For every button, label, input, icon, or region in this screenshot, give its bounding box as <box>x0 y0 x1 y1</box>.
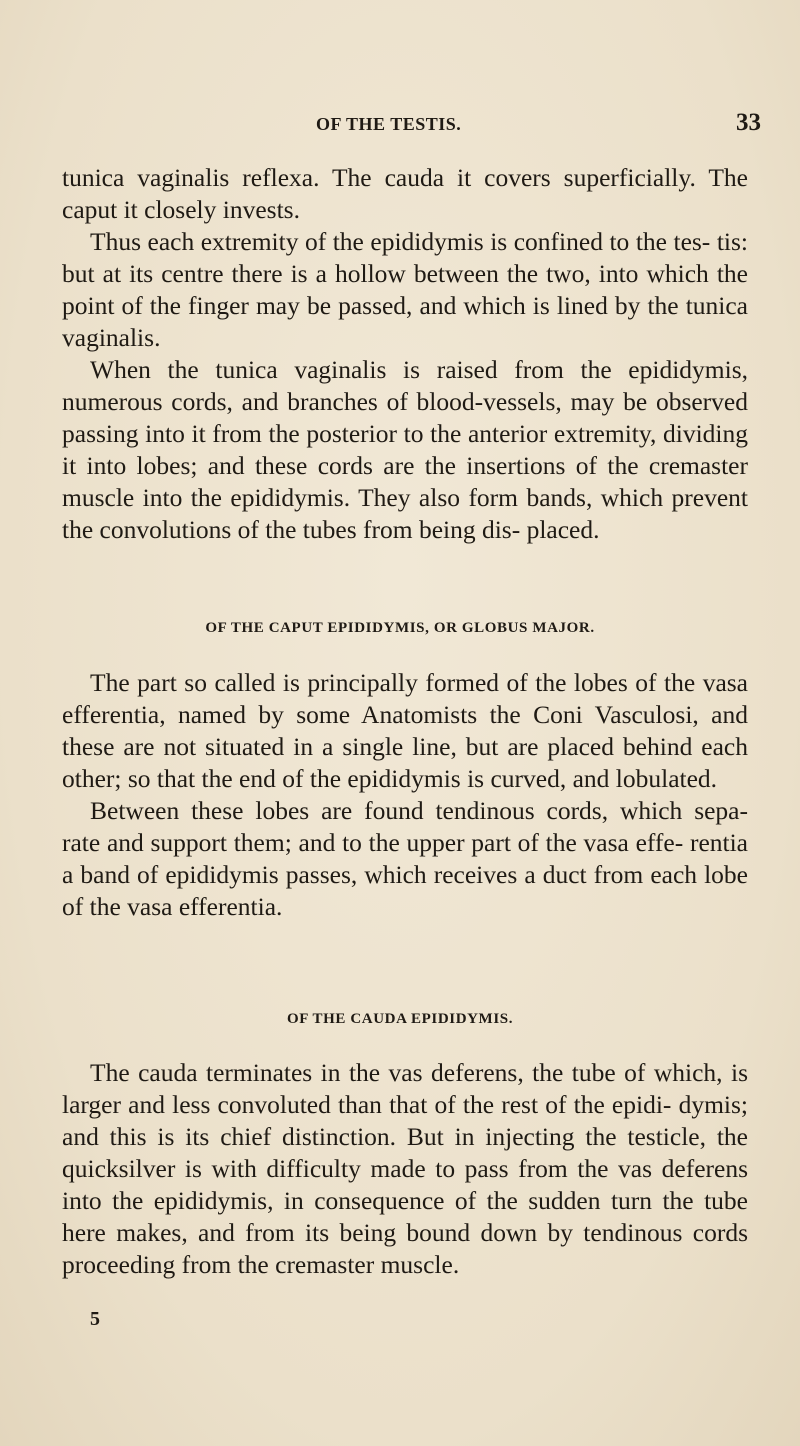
paragraph: When the tunica vaginalis is raised from the epididymis, numerous cords, and branches of blood-vessels, may be observed passing into it from the posterior to the anterior extremity, dividing it into lobes; and these cords are the insertions of the cremaster muscle into the epididymis. They also form bands, which prevent the convolutions of the tubes from being dis- placed. <box>62 355 748 544</box>
page-number: 33 <box>736 109 761 136</box>
caput-section-text <box>62 667 748 923</box>
signature-mark: 5 <box>90 1308 100 1330</box>
paragraph: tunica vaginalis reflexa. The cauda it covers superficially. The caput it closely invests. <box>62 163 748 224</box>
section-heading-cauda: OF THE CAUDA EPIDIDYMIS. <box>286 1011 514 1027</box>
opening-text <box>62 162 748 546</box>
paragraph: Thus each extremity of the epididymis is confined to the tes- tis: but at its centre there is a hollow between the two, into which the point of the finger may be passed, and which is lined by the tunica vaginalis. <box>62 227 748 352</box>
running-head <box>0 109 800 144</box>
paragraph: The part so called is principally formed of the lobes of the vasa efferentia, named by some Anatomists the Coni Vasculosi, and these are not situated in a single line, but are placed behind each other; so that the end of the epididymis is curved, and lobulated. <box>62 668 748 793</box>
paragraph: The cauda terminates in the vas deferens, the tube of which, is larger and less convoluted than that of the rest of the epidi- dymis; and this is its chief distinction. But in injecting the testicle, the quicksilver is with difficulty made to pass from the vas deferens into the epididymis, in consequence of the sudden turn the tube here makes, and from its being bound down by tendinous cords proceeding from the cremaster muscle. <box>62 1058 748 1279</box>
running-head-title: OF THE TESTIS. <box>316 114 462 134</box>
paragraph: Between these lobes are found tendinous cords, which sepa- rate and support them; and to the upper part of the vasa effe- rentia a band of epididymis passes, which receives a duct from each lobe of the vasa efferentia. <box>62 796 748 921</box>
cauda-section-text <box>62 1057 748 1281</box>
section-heading-caput: OF THE CAPUT EPIDIDYMIS, OR GLOBUS MAJOR. <box>205 620 595 636</box>
